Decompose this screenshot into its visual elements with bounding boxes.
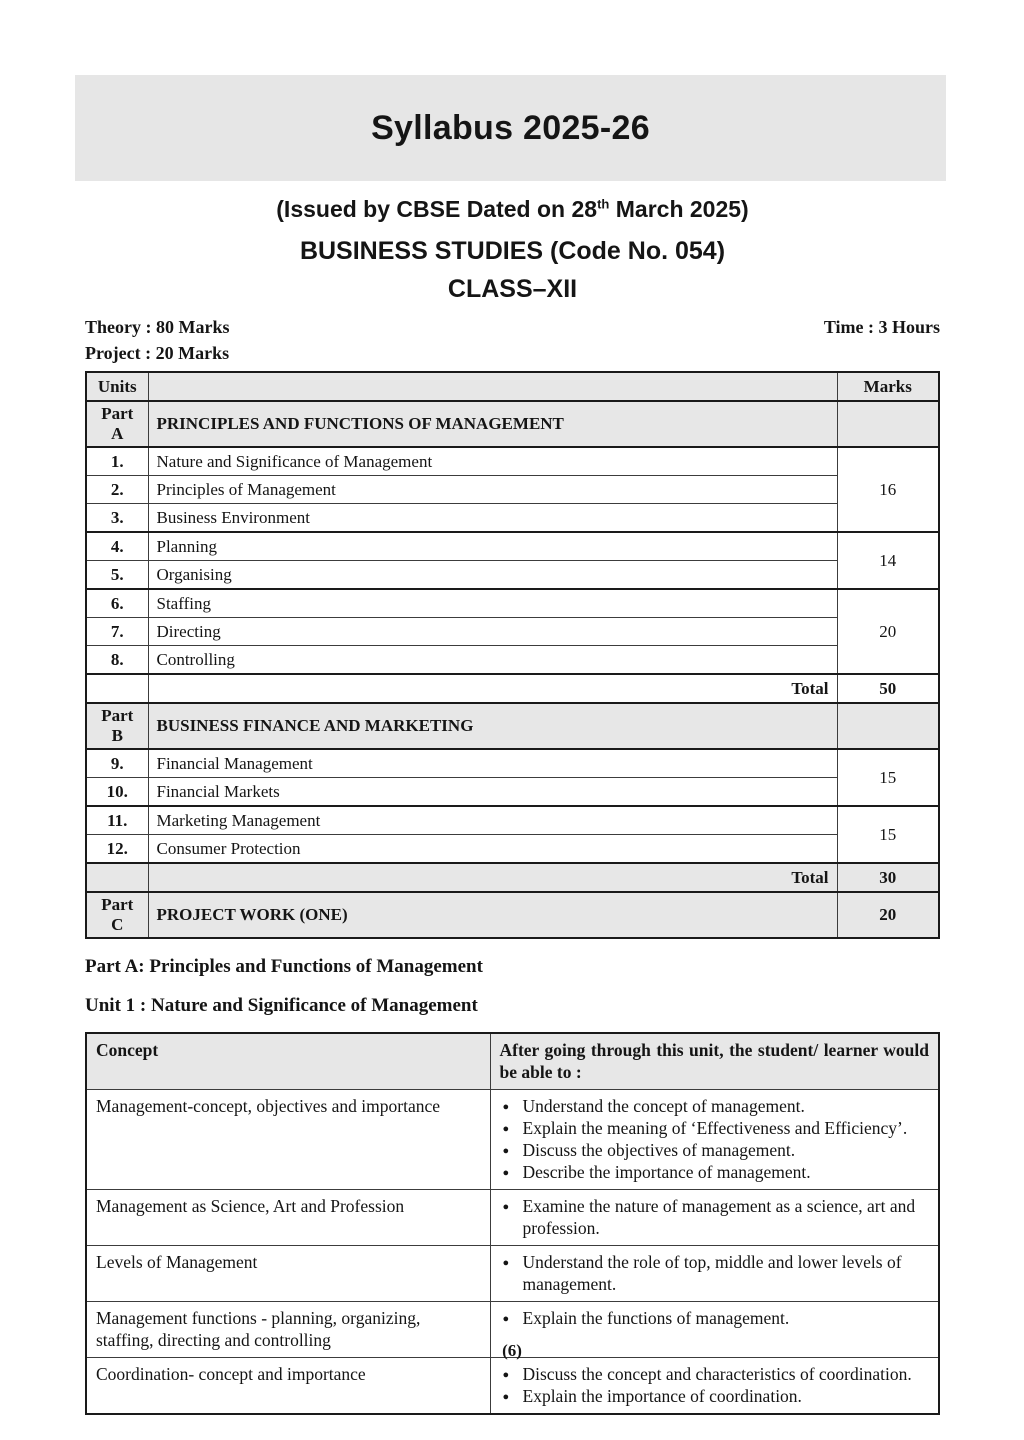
concept-row <box>86 1090 939 1190</box>
time-allowed: Time : 3 Hours <box>823 317 940 337</box>
total-row-part-b <box>86 863 939 892</box>
part-a-section-heading: Part A: Principles and Functions of Management <box>85 956 483 977</box>
concept-cell: Management as Science, Art and Profession <box>86 1190 490 1246</box>
issued-superscript: th <box>597 196 610 212</box>
part-b-row <box>86 703 939 749</box>
page-title: Syllabus 2025-26 <box>371 108 650 147</box>
outcome-item: ● Explain the importance of coordination. <box>500 1385 930 1407</box>
outcome-item: ● Understand the concept of management. <box>500 1095 930 1117</box>
unit-number: 2. <box>86 476 148 504</box>
outcomes-cell <box>490 1090 939 1190</box>
part-b-marks <box>837 703 939 749</box>
marks-table <box>85 371 940 939</box>
unit-title: Controlling <box>148 646 837 675</box>
unit-number: 6. <box>86 589 148 618</box>
part-c-marks: 20 <box>837 892 939 938</box>
part-a-row <box>86 401 939 447</box>
marks-value: 15 <box>837 749 939 806</box>
table-row <box>86 835 939 864</box>
table-row <box>86 749 939 778</box>
issued-text: (Issued by CBSE Dated on 28 <box>276 196 598 222</box>
unit-number: 8. <box>86 646 148 675</box>
unit-1-heading: Unit 1 : Nature and Significance of Management <box>85 995 478 1016</box>
units-header: Units <box>86 372 148 401</box>
unit-title: Business Environment <box>148 504 837 533</box>
issued-text-end: March 2025) <box>609 196 749 222</box>
outcomes-list <box>500 1195 930 1239</box>
part-c-title: PROJECT WORK (ONE) <box>148 892 837 938</box>
outcome-item: ● Discuss the objectives of management. <box>500 1139 930 1161</box>
empty-cell <box>86 863 148 892</box>
unit-number: 1. <box>86 447 148 476</box>
part-b-title: BUSINESS FINANCE AND MARKETING <box>148 703 837 749</box>
concept-row <box>86 1358 939 1415</box>
table-row <box>86 532 939 561</box>
part-b-label: Part B <box>86 703 148 749</box>
issued-line <box>85 196 940 223</box>
part-a-title: PRINCIPLES AND FUNCTIONS OF MANAGEMENT <box>148 401 837 447</box>
total-label: Total <box>148 863 837 892</box>
outcome-item: ● Understand the role of top, middle and lower levels of management. <box>500 1251 930 1295</box>
page-number: (6) <box>502 1341 522 1360</box>
unit-title: Financial Markets <box>148 778 837 807</box>
unit-number: 3. <box>86 504 148 533</box>
table-row <box>86 447 939 476</box>
table-row <box>86 806 939 835</box>
outcomes-list <box>500 1307 930 1329</box>
unit-number: 10. <box>86 778 148 807</box>
part-c-row <box>86 892 939 938</box>
total-value: 30 <box>837 863 939 892</box>
concept-column-header: Concept <box>86 1033 490 1090</box>
table-row <box>86 646 939 675</box>
unit-number: 7. <box>86 618 148 646</box>
syllabus-banner <box>75 75 946 181</box>
unit-number: 11. <box>86 806 148 835</box>
table-row <box>86 476 939 504</box>
unit-title: Planning <box>148 532 837 561</box>
concept-row <box>86 1190 939 1246</box>
part-c-label: Part C <box>86 892 148 938</box>
marks-value: 14 <box>837 532 939 589</box>
marks-time-line <box>85 317 940 338</box>
unit-title: Directing <box>148 618 837 646</box>
marks-value: 16 <box>837 447 939 532</box>
subject-header <box>148 372 837 401</box>
outcome-item: ● Discuss the concept and characteristics of coordination. <box>500 1363 930 1385</box>
empty-cell <box>86 674 148 703</box>
table-row <box>86 504 939 533</box>
unit-number: 5. <box>86 561 148 590</box>
outcomes-list <box>500 1095 930 1183</box>
outcomes-cell <box>490 1190 939 1246</box>
outcomes-list <box>500 1251 930 1295</box>
table-row <box>86 589 939 618</box>
unit-title: Nature and Significance of Management <box>148 447 837 476</box>
part-a-marks <box>837 401 939 447</box>
unit-title: Staffing <box>148 589 837 618</box>
unit-title: Consumer Protection <box>148 835 837 864</box>
total-label: Total <box>148 674 837 703</box>
class-title: CLASS–XII <box>447 275 578 303</box>
total-value: 50 <box>837 674 939 703</box>
concept-cell: Levels of Management <box>86 1246 490 1302</box>
unit-title: Marketing Management <box>148 806 837 835</box>
unit-title: Financial Management <box>148 749 837 778</box>
concept-cell: Management functions - planning, organizing, staffing, directing and controlling <box>86 1302 490 1358</box>
marks-value: 20 <box>837 589 939 674</box>
marks-header: Marks <box>837 372 939 401</box>
concept-cell: Coordination- concept and importance <box>86 1358 490 1415</box>
outcomes-cell <box>490 1358 939 1415</box>
unit-number: 4. <box>86 532 148 561</box>
concept-table-header <box>86 1033 939 1090</box>
unit-number: 9. <box>86 749 148 778</box>
total-row-part-a <box>86 674 939 703</box>
outcomes-column-header: After going through this unit, the student/ learner would be able to : <box>490 1033 939 1090</box>
unit-number: 12. <box>86 835 148 864</box>
table-header-row <box>86 372 939 401</box>
part-a-label: Part A <box>86 401 148 447</box>
table-row <box>86 561 939 590</box>
concept-row <box>86 1246 939 1302</box>
outcomes-list <box>500 1363 930 1407</box>
outcome-item: ● Explain the meaning of ‘Effectiveness and Efficiency’. <box>500 1117 930 1139</box>
outcomes-cell <box>490 1246 939 1302</box>
concept-cell: Management-concept, objectives and importance <box>86 1090 490 1190</box>
table-row <box>86 618 939 646</box>
outcome-item: ● Describe the importance of management. <box>500 1161 930 1183</box>
outcome-item: ● Explain the functions of management. <box>500 1307 930 1329</box>
theory-marks: Theory : 80 Marks <box>85 317 230 337</box>
project-marks: Project : 20 Marks <box>85 343 230 363</box>
table-row <box>86 778 939 807</box>
outcome-item: ● Examine the nature of management as a science, art and profession. <box>500 1195 930 1239</box>
unit-title: Organising <box>148 561 837 590</box>
unit-title: Principles of Management <box>148 476 837 504</box>
marks-value: 15 <box>837 806 939 863</box>
subject-title: BUSINESS STUDIES (Code No. 054) <box>299 237 726 265</box>
